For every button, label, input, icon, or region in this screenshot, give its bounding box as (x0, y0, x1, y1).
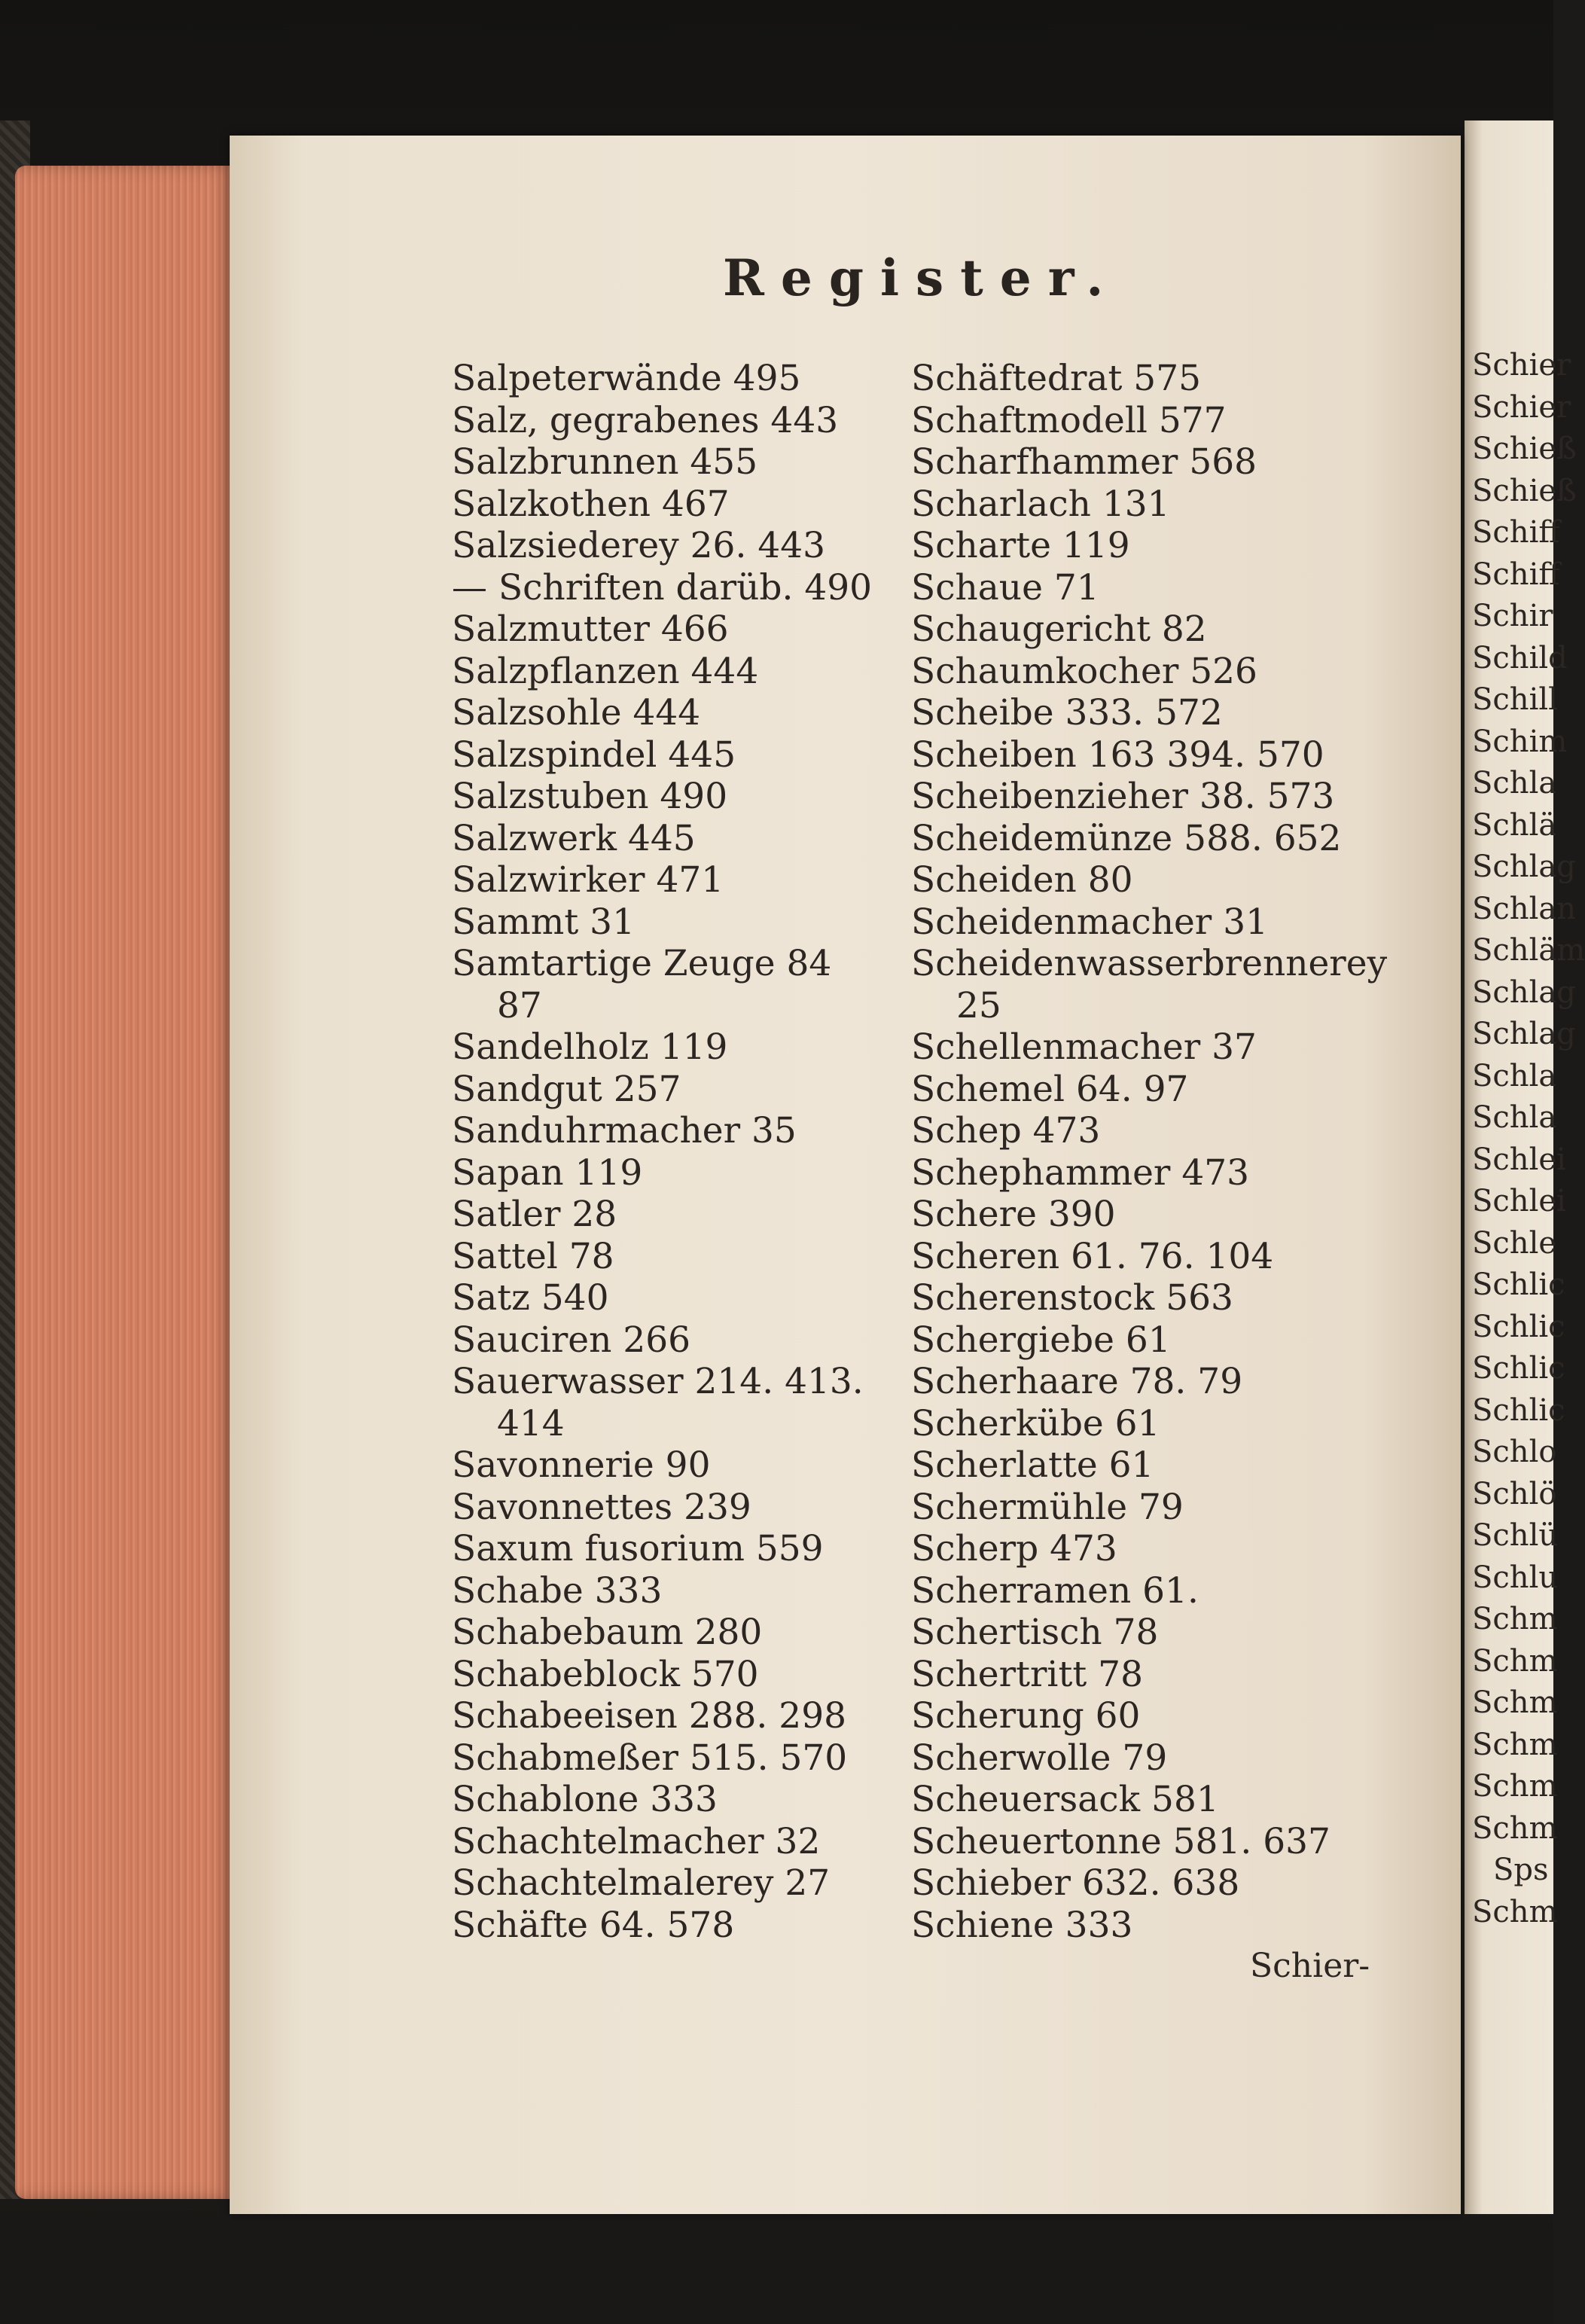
index-entry: Salzsohle 444 (452, 692, 701, 733)
index-entry: Salzbrunnen 455 (452, 441, 758, 483)
index-entry: Schaue 71 (911, 566, 1099, 608)
next-page-text-strip (1472, 345, 1585, 1933)
index-entry: Scherp 473 (911, 1528, 1117, 1569)
index-entry: Satz 540 (452, 1277, 609, 1319)
strip-entry: Schm (1472, 1769, 1558, 1804)
strip-entry: Schlag (1472, 1017, 1576, 1051)
index-entry: Salpeterwände 495 (452, 358, 801, 399)
index-entry-continuation: 25 (956, 984, 1001, 1026)
index-entry: Schephammer 473 (911, 1151, 1250, 1194)
index-entry: Schaftmodell 577 (911, 399, 1227, 441)
index-entry: Scheiben 163 394. 570 (911, 733, 1324, 776)
index-entry: Schachtelmacher 32 (452, 1820, 821, 1862)
index-entry: Scharlach 131 (911, 483, 1170, 525)
index-entry: Schablone 333 (452, 1779, 718, 1820)
strip-entry: Schiff (1472, 557, 1560, 592)
index-entry: Scharte 119 (911, 525, 1130, 566)
strip-entry: Schiff (1472, 515, 1560, 550)
strip-entry: Schlic (1472, 1267, 1565, 1302)
index-entry: Scharfhammer 568 (911, 441, 1257, 483)
strip-entry: Schlic (1472, 1351, 1565, 1386)
strip-entry: Schläm (1472, 933, 1585, 968)
index-entry: Schäfte 64. 578 (452, 1904, 735, 1946)
strip-entry: Schlu (1472, 1560, 1559, 1595)
index-entry: Schermühle 79 (911, 1486, 1184, 1528)
strip-entry: Schieß (1472, 432, 1577, 466)
index-entry: Sauciren 266 (452, 1319, 691, 1361)
strip-entry: Schle (1472, 1225, 1557, 1261)
index-entry: Savonnerie 90 (452, 1444, 711, 1486)
index-entry: Schabe 333 (452, 1569, 663, 1612)
strip-entry: Schlag (1472, 974, 1576, 1010)
strip-entry: Schieß (1472, 473, 1577, 508)
index-entry-continuation: 414 (497, 1402, 565, 1444)
index-entry: Scheidenwasserbrennerey (911, 943, 1388, 984)
strip-entry: Schlü (1472, 1518, 1559, 1553)
index-entry: Schaugericht 82 (911, 608, 1207, 650)
index-entry: Scheidenmacher 31 (911, 901, 1269, 943)
strip-entry: Schlä (1472, 807, 1557, 843)
index-entry: Satler 28 (452, 1194, 617, 1235)
index-entry: Scheiden 80 (911, 859, 1133, 901)
strip-entry: Schlic (1472, 1309, 1565, 1344)
strip-entry: Schm (1472, 1727, 1558, 1762)
index-entry: Salzwerk 445 (452, 817, 696, 859)
index-entry: Scherlatte 61 (911, 1444, 1154, 1486)
strip-entry: Schlei (1472, 1184, 1566, 1218)
index-entry: Samtartige Zeuge 84 (452, 943, 832, 984)
index-entry: Scheuersack 581 (911, 1779, 1219, 1820)
index-entry: Sauerwasser 214. 413. (452, 1361, 864, 1402)
index-entry: Schemel 64. 97 (911, 1068, 1189, 1110)
index-entry: Schabebaum 280 (452, 1612, 763, 1653)
catchword: Schier- (1250, 1947, 1370, 1985)
strip-entry: Schim (1472, 724, 1568, 759)
index-entry: Schieber 632. 638 (911, 1862, 1240, 1904)
strip-entry: Schm (1472, 1894, 1558, 1929)
index-entry: Salzwirker 471 (452, 859, 724, 901)
strip-entry: Schm (1472, 1685, 1558, 1720)
index-entry: Schergiebe 61 (911, 1319, 1171, 1361)
index-entry: Scherenstock 563 (911, 1277, 1233, 1319)
strip-entry: Schm (1472, 1602, 1558, 1636)
index-entry: Scherhaare 78. 79 (911, 1361, 1243, 1402)
index-entry: Scheidemünze 588. 652 (911, 817, 1342, 859)
index-entry: Salzkothen 467 (452, 483, 730, 525)
strip-entry: Schlic (1472, 1392, 1565, 1428)
index-entry: Sandgut 257 (452, 1068, 681, 1110)
index-entry-continuation: 87 (497, 984, 542, 1026)
book-page-edges (15, 166, 233, 2199)
index-entry: Schellenmacher 37 (911, 1026, 1257, 1068)
strip-entry: Schill (1472, 682, 1558, 717)
index-entry: Scherramen 61. (911, 1569, 1199, 1612)
index-entry: Schabeeisen 288. 298 (452, 1695, 846, 1737)
strip-entry: Schla (1472, 766, 1557, 801)
strip-entry: Schm (1472, 1810, 1558, 1846)
index-entry: Scheren 61. 76. 104 (911, 1235, 1274, 1277)
page-title: Register. (723, 249, 1120, 307)
index-entry: Sattel 78 (452, 1235, 614, 1277)
index-entry: Schertisch 78 (911, 1612, 1159, 1653)
index-entry: Schabmeßer 515. 570 (452, 1737, 848, 1779)
index-entry: Schep 473 (911, 1110, 1101, 1151)
index-entry: Scherwolle 79 (911, 1737, 1168, 1779)
index-entry: Salzmutter 466 (452, 608, 729, 650)
strip-entry: Schla (1472, 1058, 1557, 1093)
index-entry: Salzstuben 490 (452, 776, 728, 817)
index-entry: Sanduhrmacher 35 (452, 1110, 797, 1151)
index-entry: Schaumkocher 526 (911, 650, 1257, 692)
index-entry: Sammt 31 (452, 901, 635, 943)
strip-entry: Schlag (1472, 849, 1576, 884)
index-entry: Schere 390 (911, 1194, 1116, 1235)
index-entry: Savonnettes 239 (452, 1486, 751, 1528)
index-entry: Sapan 119 (452, 1151, 643, 1194)
strip-entry: Schlei (1472, 1142, 1566, 1177)
index-entry: Sandelholz 119 (452, 1026, 728, 1068)
register-column-right (911, 358, 1388, 1946)
index-entry: Scherung 60 (911, 1695, 1141, 1737)
strip-entry: Schlan (1472, 891, 1576, 926)
index-entry: Scheibenzieher 38. 573 (911, 776, 1335, 817)
strip-entry: Schlo (1472, 1435, 1557, 1469)
index-entry: Schertritt 78 (911, 1653, 1143, 1695)
index-entry: Schäftedrat 575 (911, 358, 1202, 399)
index-entry: Saxum fusorium 559 (452, 1528, 824, 1569)
index-entry: Salzsiederey 26. 443 (452, 525, 826, 566)
index-entry: Schachtelmalerey 27 (452, 1862, 831, 1904)
index-entry: — Schriften darüb. 490 (452, 566, 873, 608)
strip-entry: Schier (1472, 389, 1571, 425)
index-entry: Scheuertonne 581. 637 (911, 1820, 1330, 1862)
index-entry: Scherkübe 61 (911, 1402, 1160, 1444)
strip-entry: Schild (1472, 640, 1568, 676)
strip-entry: Schir (1472, 599, 1553, 633)
index-entry: Scheibe 333. 572 (911, 692, 1223, 733)
strip-entry: Sps (1493, 1853, 1549, 1887)
strip-entry: Schla (1472, 1100, 1557, 1135)
index-entry: Schabeblock 570 (452, 1653, 759, 1695)
index-entry: Schiene 333 (911, 1904, 1133, 1946)
index-entry: Salz, gegrabenes 443 (452, 399, 839, 441)
index-entry: Salzspindel 445 (452, 733, 736, 776)
strip-entry: Schm (1472, 1643, 1558, 1679)
register-column-left (452, 358, 904, 1946)
strip-entry: Schier (1472, 348, 1571, 383)
strip-entry: Schlö (1472, 1476, 1557, 1511)
index-entry: Salzpflanzen 444 (452, 650, 759, 692)
